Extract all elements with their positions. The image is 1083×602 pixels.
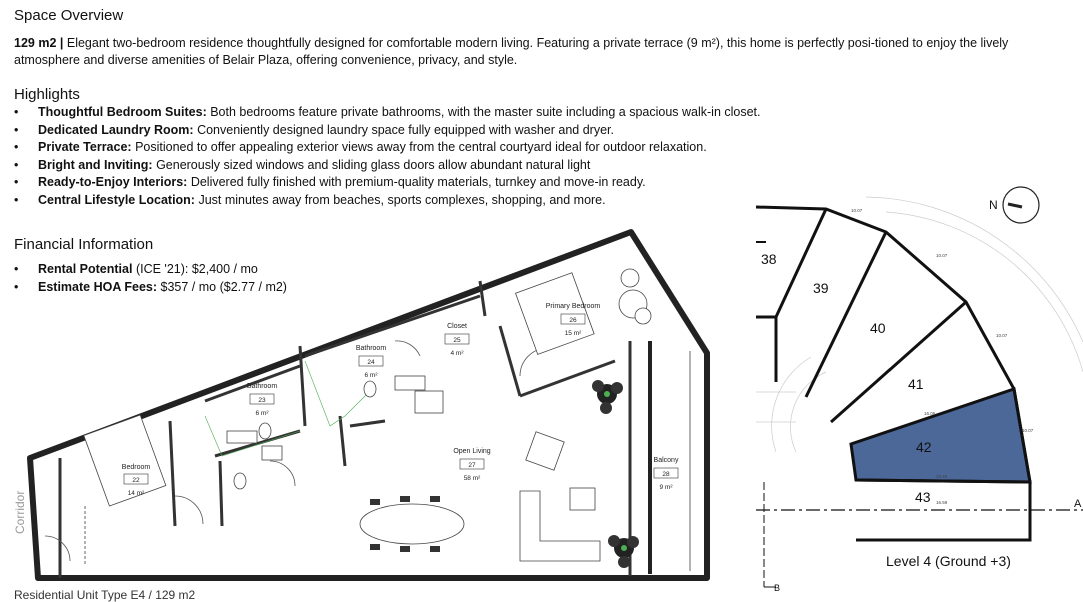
dimension-label: 10.07: [996, 333, 1008, 338]
dimension-label: 10.07: [851, 208, 863, 213]
room-area: 58 m²: [463, 475, 481, 482]
highlight-text: Both bedrooms feature private bathrooms, with the master suite including a spacious walk-in closet.: [210, 105, 761, 119]
plant-icon: [592, 380, 623, 414]
section-title-financial: Financial Information: [14, 236, 154, 253]
room-number: 23: [258, 397, 266, 404]
dimension-label: 10.07: [936, 253, 948, 258]
section-a-label: A: [1074, 498, 1082, 510]
room-area: 6 m²: [255, 410, 269, 417]
highlight-text: Generously sized windows and sliding glass doors allow abundant natural light: [156, 157, 591, 172]
room-name: Primary Bedroom: [545, 303, 601, 310]
overview-description: Elegant two-bedroom residence thoughtfully designed for comfortable modern living. Featuring a private terrace (9 m²), this home is perfectly posi-tioned to enjoy the lively atmosphere and diverse amenities of Belair Plaza, offering convenience, privacy, and style.: [14, 36, 1009, 67]
compass-icon: [989, 187, 1039, 223]
section-b-label: B: [774, 583, 781, 593]
plant-icon: [608, 535, 639, 568]
unit-42-highlight: [851, 389, 1030, 482]
highlight-label: Thoughtful Bedroom Suites:: [38, 105, 207, 119]
financial-label: Estimate HOA Fees:: [38, 279, 158, 294]
room-number: 25: [453, 337, 461, 344]
room-bathroom-24: [356, 345, 387, 379]
room-area: 6 m²: [364, 372, 378, 379]
unit-label: 39: [813, 280, 829, 296]
highlight-item: [14, 104, 761, 122]
room-name: Balcony: [653, 457, 679, 464]
unit-label: 42: [916, 439, 932, 455]
highlight-item: [14, 174, 761, 192]
highlight-text: Conveniently designed laundry space fully equipped with washer and dryer.: [197, 122, 614, 137]
section-title-highlights: Highlights: [14, 86, 80, 103]
highlight-label: Ready-to-Enjoy Interiors:: [38, 175, 188, 190]
unit-label: 40: [870, 320, 886, 336]
financial-text: (ICE '21): $2,400 / mo: [135, 262, 258, 276]
fixtures: [84, 269, 651, 561]
highlights-list: [14, 104, 761, 210]
unit-outlines: [756, 207, 1030, 540]
room-number: 24: [367, 359, 375, 366]
financial-text: $357 / mo ($2.77 / m2): [160, 279, 287, 294]
highlight-item: [14, 139, 761, 157]
highlight-item: [14, 122, 761, 140]
room-bathroom-23: [247, 383, 278, 417]
room-balcony: [654, 457, 679, 491]
corridor-label: Corridor: [13, 490, 27, 534]
highlight-label: Dedicated Laundry Room:: [38, 122, 194, 137]
unit-label: 38: [761, 251, 777, 267]
unit-type-caption: Residential Unit Type E4 / 129 m2: [14, 588, 196, 602]
room-area: 14 m²: [127, 490, 145, 497]
north-label: N: [989, 198, 998, 212]
dimension-label: 10.07: [1022, 428, 1034, 433]
dimension-label: 16.59: [936, 500, 948, 505]
room-open-living: [453, 448, 490, 482]
unit-label: 41: [908, 376, 924, 392]
room-name: Bathroom: [246, 383, 278, 390]
section-title-overview: Space Overview: [14, 7, 124, 24]
site-plan: [756, 182, 1083, 594]
highlight-label: Private Terrace:: [38, 140, 132, 155]
dimension-label: 16.45: [936, 474, 948, 479]
highlight-label: Bright and Inviting:: [38, 157, 153, 172]
room-number: 27: [468, 462, 476, 469]
dimension-label: 16.06: [924, 411, 936, 416]
room-area: 4 m²: [450, 350, 464, 357]
level-label: Level 4 (Ground +3): [886, 553, 1011, 569]
room-number: 22: [132, 477, 140, 484]
highlight-item: [14, 192, 761, 210]
room-number: 26: [569, 317, 577, 324]
highlight-text: Just minutes away from beaches, sports complexes, shopping, and more.: [198, 192, 606, 207]
highlight-item: [14, 157, 761, 175]
highlight-text: Delivered fully finished with premium-quality materials, turnkey and move-in ready.: [190, 175, 646, 190]
unit-label: 43: [915, 489, 931, 505]
highlight-label: Central Lifestyle Location:: [38, 192, 195, 207]
background-arcs: [756, 197, 1083, 452]
room-area: 15 m²: [564, 330, 582, 337]
room-name: Bathroom: [355, 345, 387, 352]
room-name: Bedroom: [121, 464, 151, 471]
unit-size: 129 m2 |: [14, 36, 64, 50]
room-closet: [445, 323, 469, 357]
room-number: 28: [662, 471, 670, 478]
overview-paragraph: [14, 35, 1064, 69]
room-name: Closet: [447, 323, 467, 330]
highlight-text: Positioned to offer appealing exterior views away from the central courtyard ideal for outdoor relaxation.: [135, 140, 707, 155]
floor-plan: [0, 226, 720, 586]
room-name: Open Living: [453, 448, 491, 455]
financial-label: Rental Potential: [38, 262, 133, 276]
room-area: 9 m²: [659, 484, 673, 491]
